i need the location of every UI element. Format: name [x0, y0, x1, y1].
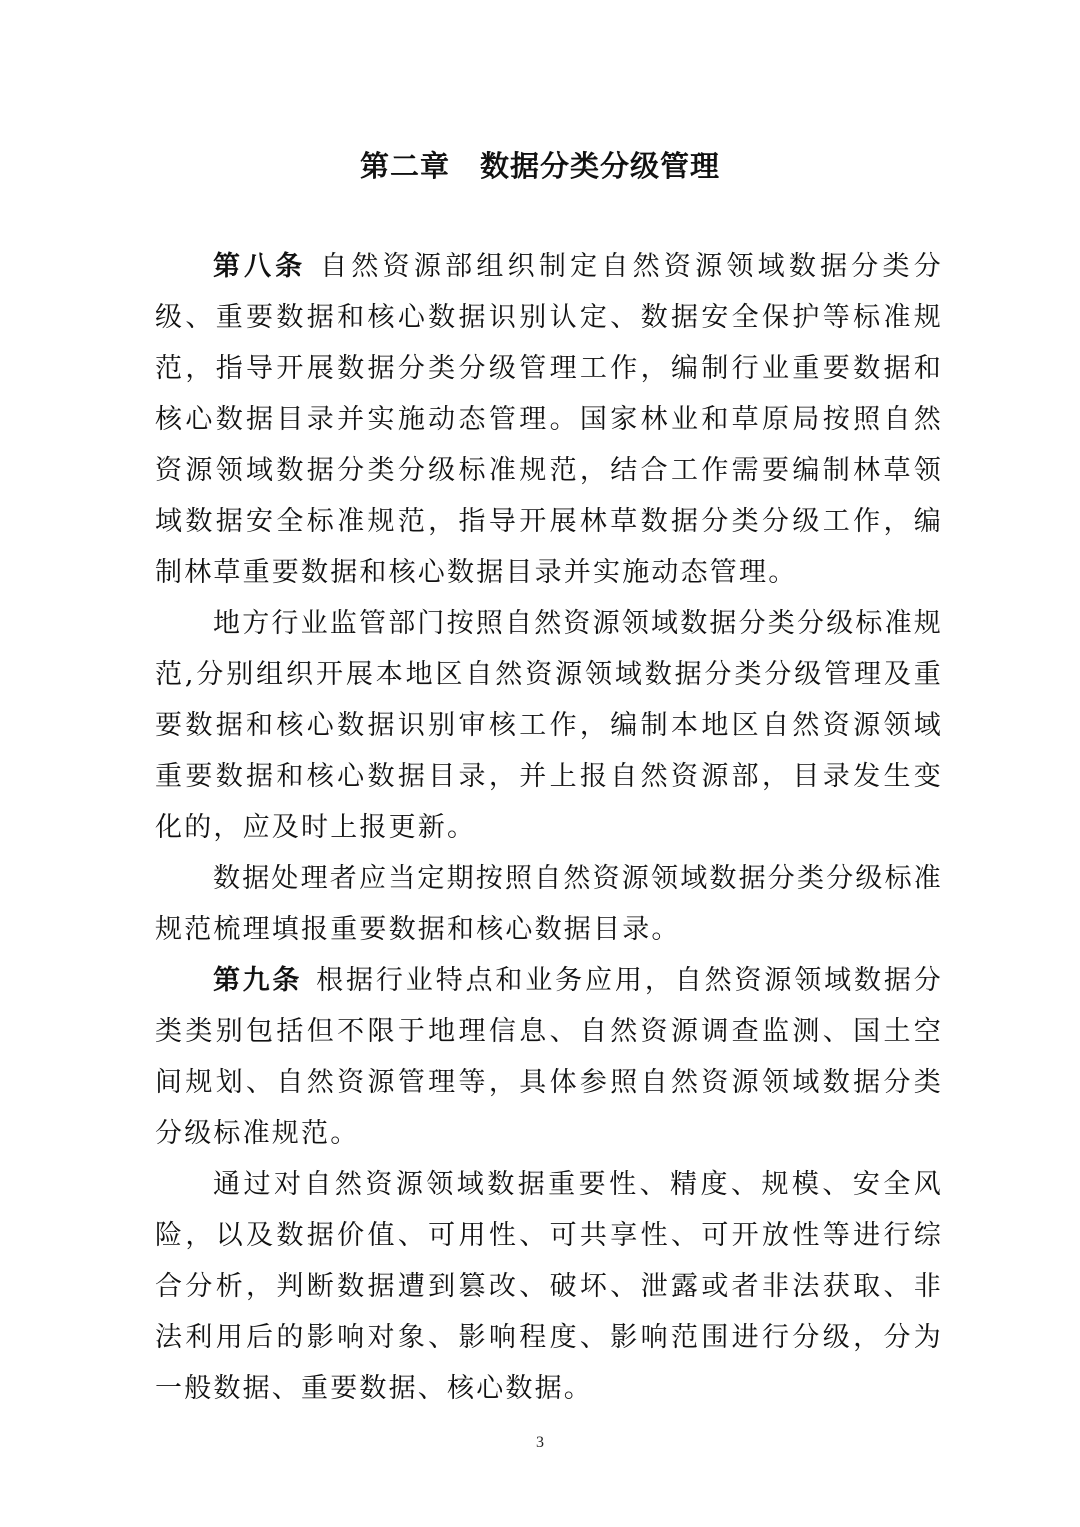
article-8-text: 自然资源部组织制定自然资源领域数据分类分级、重要数据和核心数据识别认定、数据安全保护等标准规范，指导开展数据分类分级管理工作，编制行业重要数据和核心数据目录并实施动态管理。国家林业和草原局按照自然资源领域数据分类分级标准规范，结合工作需要编制林草领域数据安全标准规范，指导开展林草数据分类分级工作，编制林草重要数据和核心数据目录并实施动态管理。: [155, 251, 944, 588]
grading-text: 通过对自然资源领域数据重要性、精度、规模、安全风险，以及数据价值、可用性、可共享性、可开放性等进行综合分析，判断数据遭到篡改、破坏、泄露或者非法获取、非法利用后的影响对象、影响程度、影响范围进行分级，分为一般数据、重要数据、核心数据。: [155, 1169, 943, 1404]
article-9-number: 第九条: [213, 965, 303, 996]
article-9-paragraph: [155, 955, 943, 1159]
data-processors-text: 数据处理者应当定期按照自然资源领域数据分类分级标准规范梳理填报重要数据和核心数据目录。: [155, 863, 943, 945]
article-8-number: 第八条: [213, 251, 307, 282]
local-regulators-paragraph: [155, 598, 943, 853]
data-processors-paragraph: [155, 853, 943, 955]
article-9-text: 根据行业特点和业务应用，自然资源领域数据分类类别包括但不限于地理信息、自然资源调查监测、国土空间规划、自然资源管理等，具体参照自然资源领域数据分类分级标准规范。: [155, 965, 943, 1149]
body-text: [155, 241, 943, 1414]
page-number: 3: [536, 1434, 544, 1451]
article-8-paragraph: [155, 241, 943, 598]
grading-paragraph: [155, 1159, 943, 1414]
local-regulators-text: 地方行业监管部门按照自然资源领域数据分类分级标准规范,分别组织开展本地区自然资源领域数据分类分级管理及重要数据和核心数据识别审核工作，编制本地区自然资源领域重要数据和核心数据目录，并上报自然资源部，目录发生变化的，应及时上报更新。: [155, 608, 943, 843]
chapter-title: 第二章 数据分类分级管理: [359, 149, 720, 183]
